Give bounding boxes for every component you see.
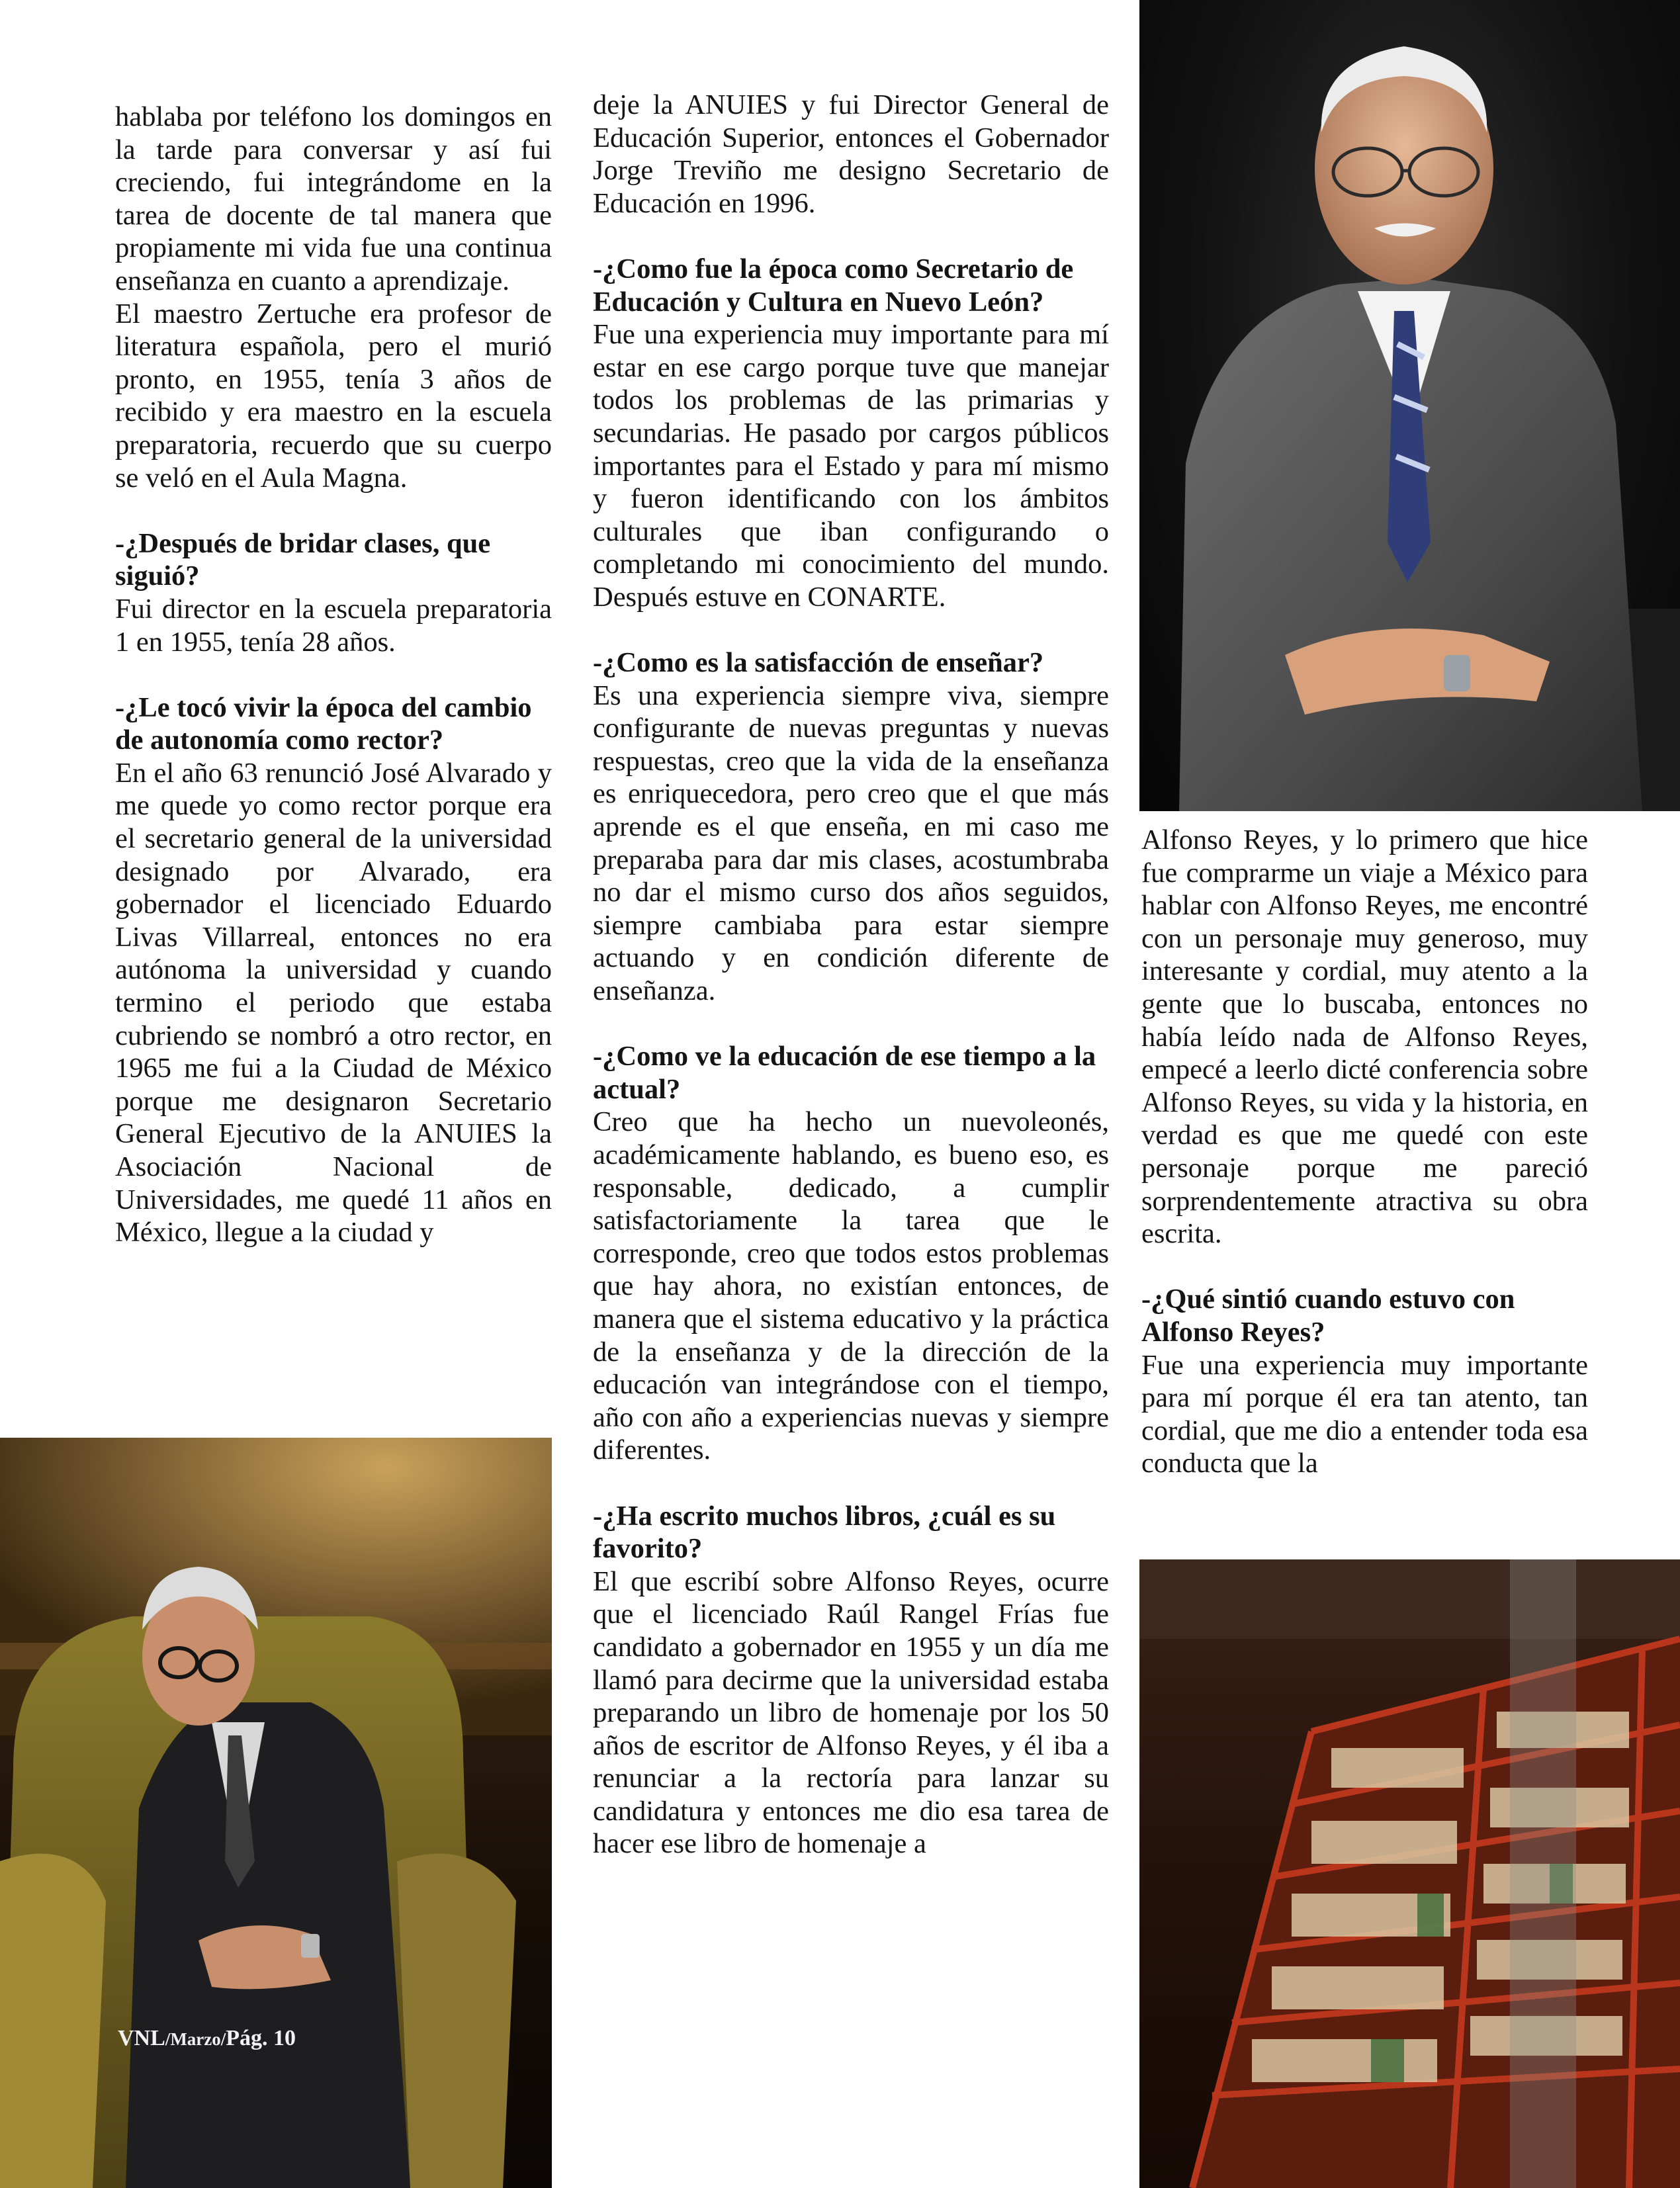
interview-question: -¿Qué sintió cuando estuvo con Alfonso Reyes?	[1141, 1284, 1515, 1348]
interview-answer: El que escribí sobre Alfonso Reyes, ocurre que el licenciado Raúl Rangel Frías fue candidato a gobernador en 1955 y un día me llamó para decirme que la universidad estaba preparando un libro de homenaje por los 50 años de escritor de Alfonso Reyes, y él iba a renunciar a la rectoría para lanzar su candidatura y entonces me dio esa tarea de hacer ese libro de homenaje a	[593, 1565, 1109, 1860]
armchair-illustration	[0, 1438, 552, 2188]
interview-answer: Fui director en la escuela preparatoria 1 en 1955, tenía 28 años.	[115, 593, 552, 658]
interview-question: -¿Como ve la educación de ese tiempo a la actual?	[593, 1041, 1096, 1105]
paragraph: deje la ANUIES y fui Director General de Educación Superior, entonces el Gobernador Jorge Treviño me designo Secretario de Educación en 1996.	[593, 89, 1109, 219]
issue-month: Marzo	[170, 2029, 221, 2049]
footer-separator: /	[165, 2029, 171, 2049]
footer-separator: /	[220, 2029, 226, 2049]
paragraph: hablaba por teléfono los domingos en la tarde para conversar y así fui creciendo, fui integrándome en la tarea de docente de tal manera que propiamente mi vida fue una continua enseñanza en cuanto a aprendizaje.	[115, 101, 552, 296]
library-photo	[1139, 1559, 1680, 2188]
interview-answer: Fue una experiencia muy importante para mí estar en ese cargo porque tuve que manejar todos los problemas de las primarias y secundarias. He pasado por cargos públicos importantes para el Estado y para mí mismo y fueron identificando con los ámbitos culturales que iban configurando o completando mi conocimiento del mundo. Después estuve en CONARTE.	[593, 319, 1109, 613]
paragraph: Alfonso Reyes, y lo primero que hice fue comprarme un viaje a México para hablar con Alfonso Reyes, me encontré con un personaje muy generoso, muy interesante y cordial, muy atento a la gente que lo buscaba, entonces no había leído nada de Alfonso Reyes, empecé a leerlo dicté conferencia sobre Alfonso Reyes, su vida y la historia, en verdad es que me quedé con este personaje porque me pareció sorprendentemente atractiva su obra escrita.	[1141, 824, 1588, 1250]
portrait-illustration	[1139, 0, 1680, 811]
interview-question: -¿Como fue la época como Secretario de Educación y Cultura en Nuevo León?	[593, 253, 1074, 318]
magazine-name: VNL	[118, 2026, 165, 2050]
interview-answer: Fue una experiencia muy importante para mí porque él era tan atento, tan cordial, que me dio a entender toda esa conducta que la	[1141, 1349, 1588, 1479]
page-number: Pág. 10	[226, 2026, 296, 2050]
portrait-photo	[1139, 0, 1680, 811]
armchair-photo	[0, 1438, 552, 2188]
interview-question: -¿Después de bridar clases, que siguió?	[115, 527, 491, 592]
interview-question: -¿Le tocó vivir la época del cambio de autonomía como rector?	[115, 691, 532, 756]
interview-question: -¿Como es la satisfacción de enseñar?	[593, 647, 1044, 679]
interview-question: -¿Ha escrito muchos libros, ¿cuál es su favorito?	[593, 1500, 1056, 1565]
article-column-2	[593, 89, 1109, 1860]
interview-answer: Creo que ha hecho un nuevoleonés, académicamente hablando, es bueno eso, es responsable, dedicado, a cumplir satisfactoriamente la tarea que le corresponde, creo que todos estos problemas que hay ahora, no existían entonces, de manera que el sistema educativo y la práctica de la enseñanza y de la dirección de la educación van integrándose con el tiempo, año con año a experiencias nuevas y siempre diferentes.	[593, 1106, 1109, 1466]
library-illustration	[1139, 1559, 1680, 2188]
article-column-3	[1141, 824, 1588, 1480]
article-column-1	[115, 101, 552, 1249]
interview-answer: Es una experiencia siempre viva, siempre configurante de nuevas preguntas y nuevas respuestas, creo que la vida de la enseñanza es enriquecedora, pero creo que el que más aprende es el que enseña, en mi caso me preparaba para dar mis clases, acostumbraba no dar el mismo curso dos años seguidos, siempre cambiaba para estar siempre actuando y en condición diferente de enseñanza.	[593, 679, 1109, 1007]
interview-answer: En el año 63 renunció José Alvarado y me quede yo como rector porque era el secretario general de la universidad designado por Alvarado, era gobernador el licenciado Eduardo Livas Villarreal, entonces no era autónoma la universidad y cuando termino el periodo que estaba cubriendo se nombró a otro rector, en 1965 me fui a la Ciudad de México porque me designaron Secretario General Ejecutivo de la ANUIES la Asociación Nacional de Universidades, me quedé 11 años en México, llegue a la ciudad y	[115, 757, 552, 1248]
page-footer	[118, 2026, 296, 2051]
paragraph: El maestro Zertuche era profesor de literatura española, pero el murió pronto, en 1955, tenía 3 años de recibido y era maestro en la escuela preparatoria, recuerdo que su cuerpo se veló en el Aula Magna.	[115, 298, 552, 494]
